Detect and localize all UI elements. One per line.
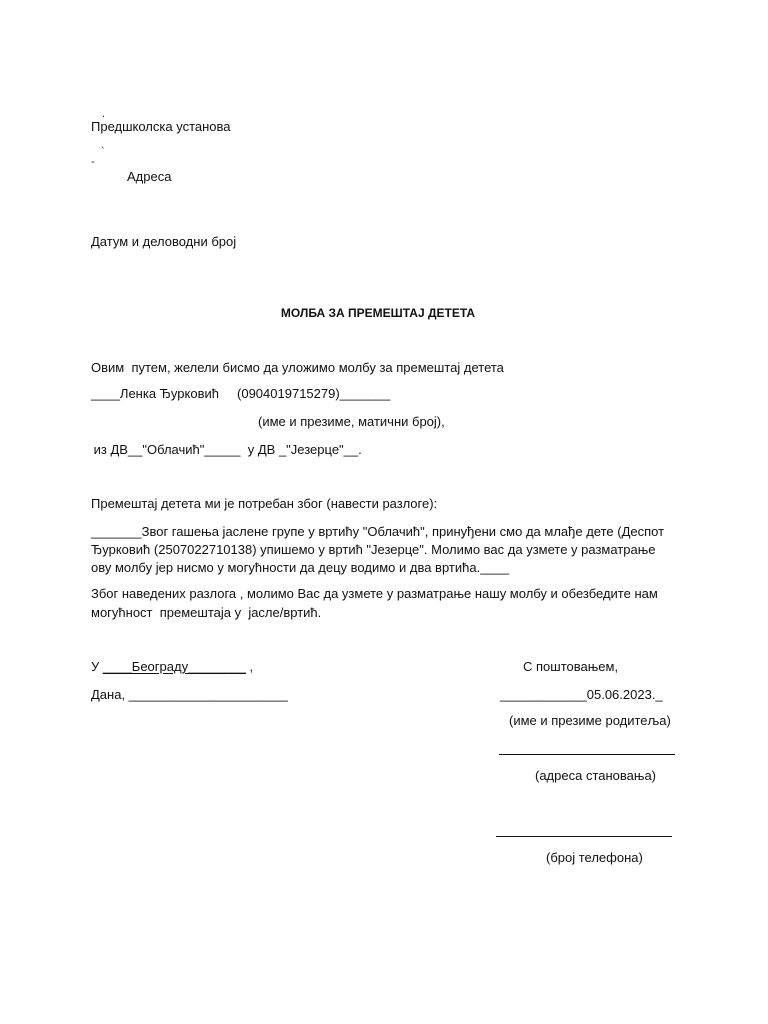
institution-label: Предшколска установа: [91, 119, 231, 134]
kindergarten-from-to: из ДВ__"Облачић"_____ у ДВ _"Језерце"__.: [90, 442, 362, 457]
reason-line-1: _______Звог гашења јаслене групе у вртићу "Облачић", принуђени смо да млађе дете (Деспот: [91, 524, 665, 539]
date-reference-label: Датум и деловодни број: [91, 234, 237, 249]
place-suffix: ,: [245, 659, 254, 674]
place-prefix: У: [91, 659, 103, 674]
address-caption: (адреса становања): [535, 768, 657, 783]
regards-label: С поштовањем,: [523, 659, 619, 674]
closing-line-1: Због наведених разлога , молимо Вас да узмете у разматрање нашу молбу и обезбедите нам: [91, 586, 658, 601]
phone-caption: (број телефона): [546, 850, 643, 865]
place-value: ____Београду________: [102, 659, 246, 674]
closing-line-2: могућност премештаја у јасле/вртић.: [91, 605, 322, 620]
address-signature-line: [499, 754, 675, 755]
date-line: Дана, ______________________: [91, 687, 288, 702]
place-line: [91, 659, 253, 675]
stray-dash-mark: -: [91, 156, 95, 168]
document-title: МОЛБА ЗА ПРЕМЕШТАЈ ДЕТЕТА: [280, 306, 476, 320]
stray-backtick-mark: `: [101, 146, 105, 158]
intro-paragraph: Овим путем, желели бисмо да уложимо молбу за премештај детета: [91, 360, 504, 375]
parent-signature-line: ____________05.06.2023._: [500, 687, 663, 702]
address-label: Адреса: [127, 169, 172, 184]
reason-line-3: ову молбу јер нисмо у могућности да децу водимо и два вртића.____: [91, 560, 510, 575]
reason-label: Премештај детета ми је потребан због (навести разлоге):: [91, 496, 438, 511]
phone-signature-line: [496, 836, 672, 837]
parent-caption: (име и презиме родитеља): [509, 713, 671, 728]
child-name-line: ____Ленка Ђурковић (0904019715279)_______: [91, 386, 391, 401]
stray-dot-mark: .: [102, 108, 106, 120]
child-caption: (име и презиме, матични број),: [258, 414, 445, 429]
reason-line-2: Ђурковић (2507022710138) упишемо у вртић "Језерце". Молимо вас да узмете у разматрање: [91, 542, 656, 557]
